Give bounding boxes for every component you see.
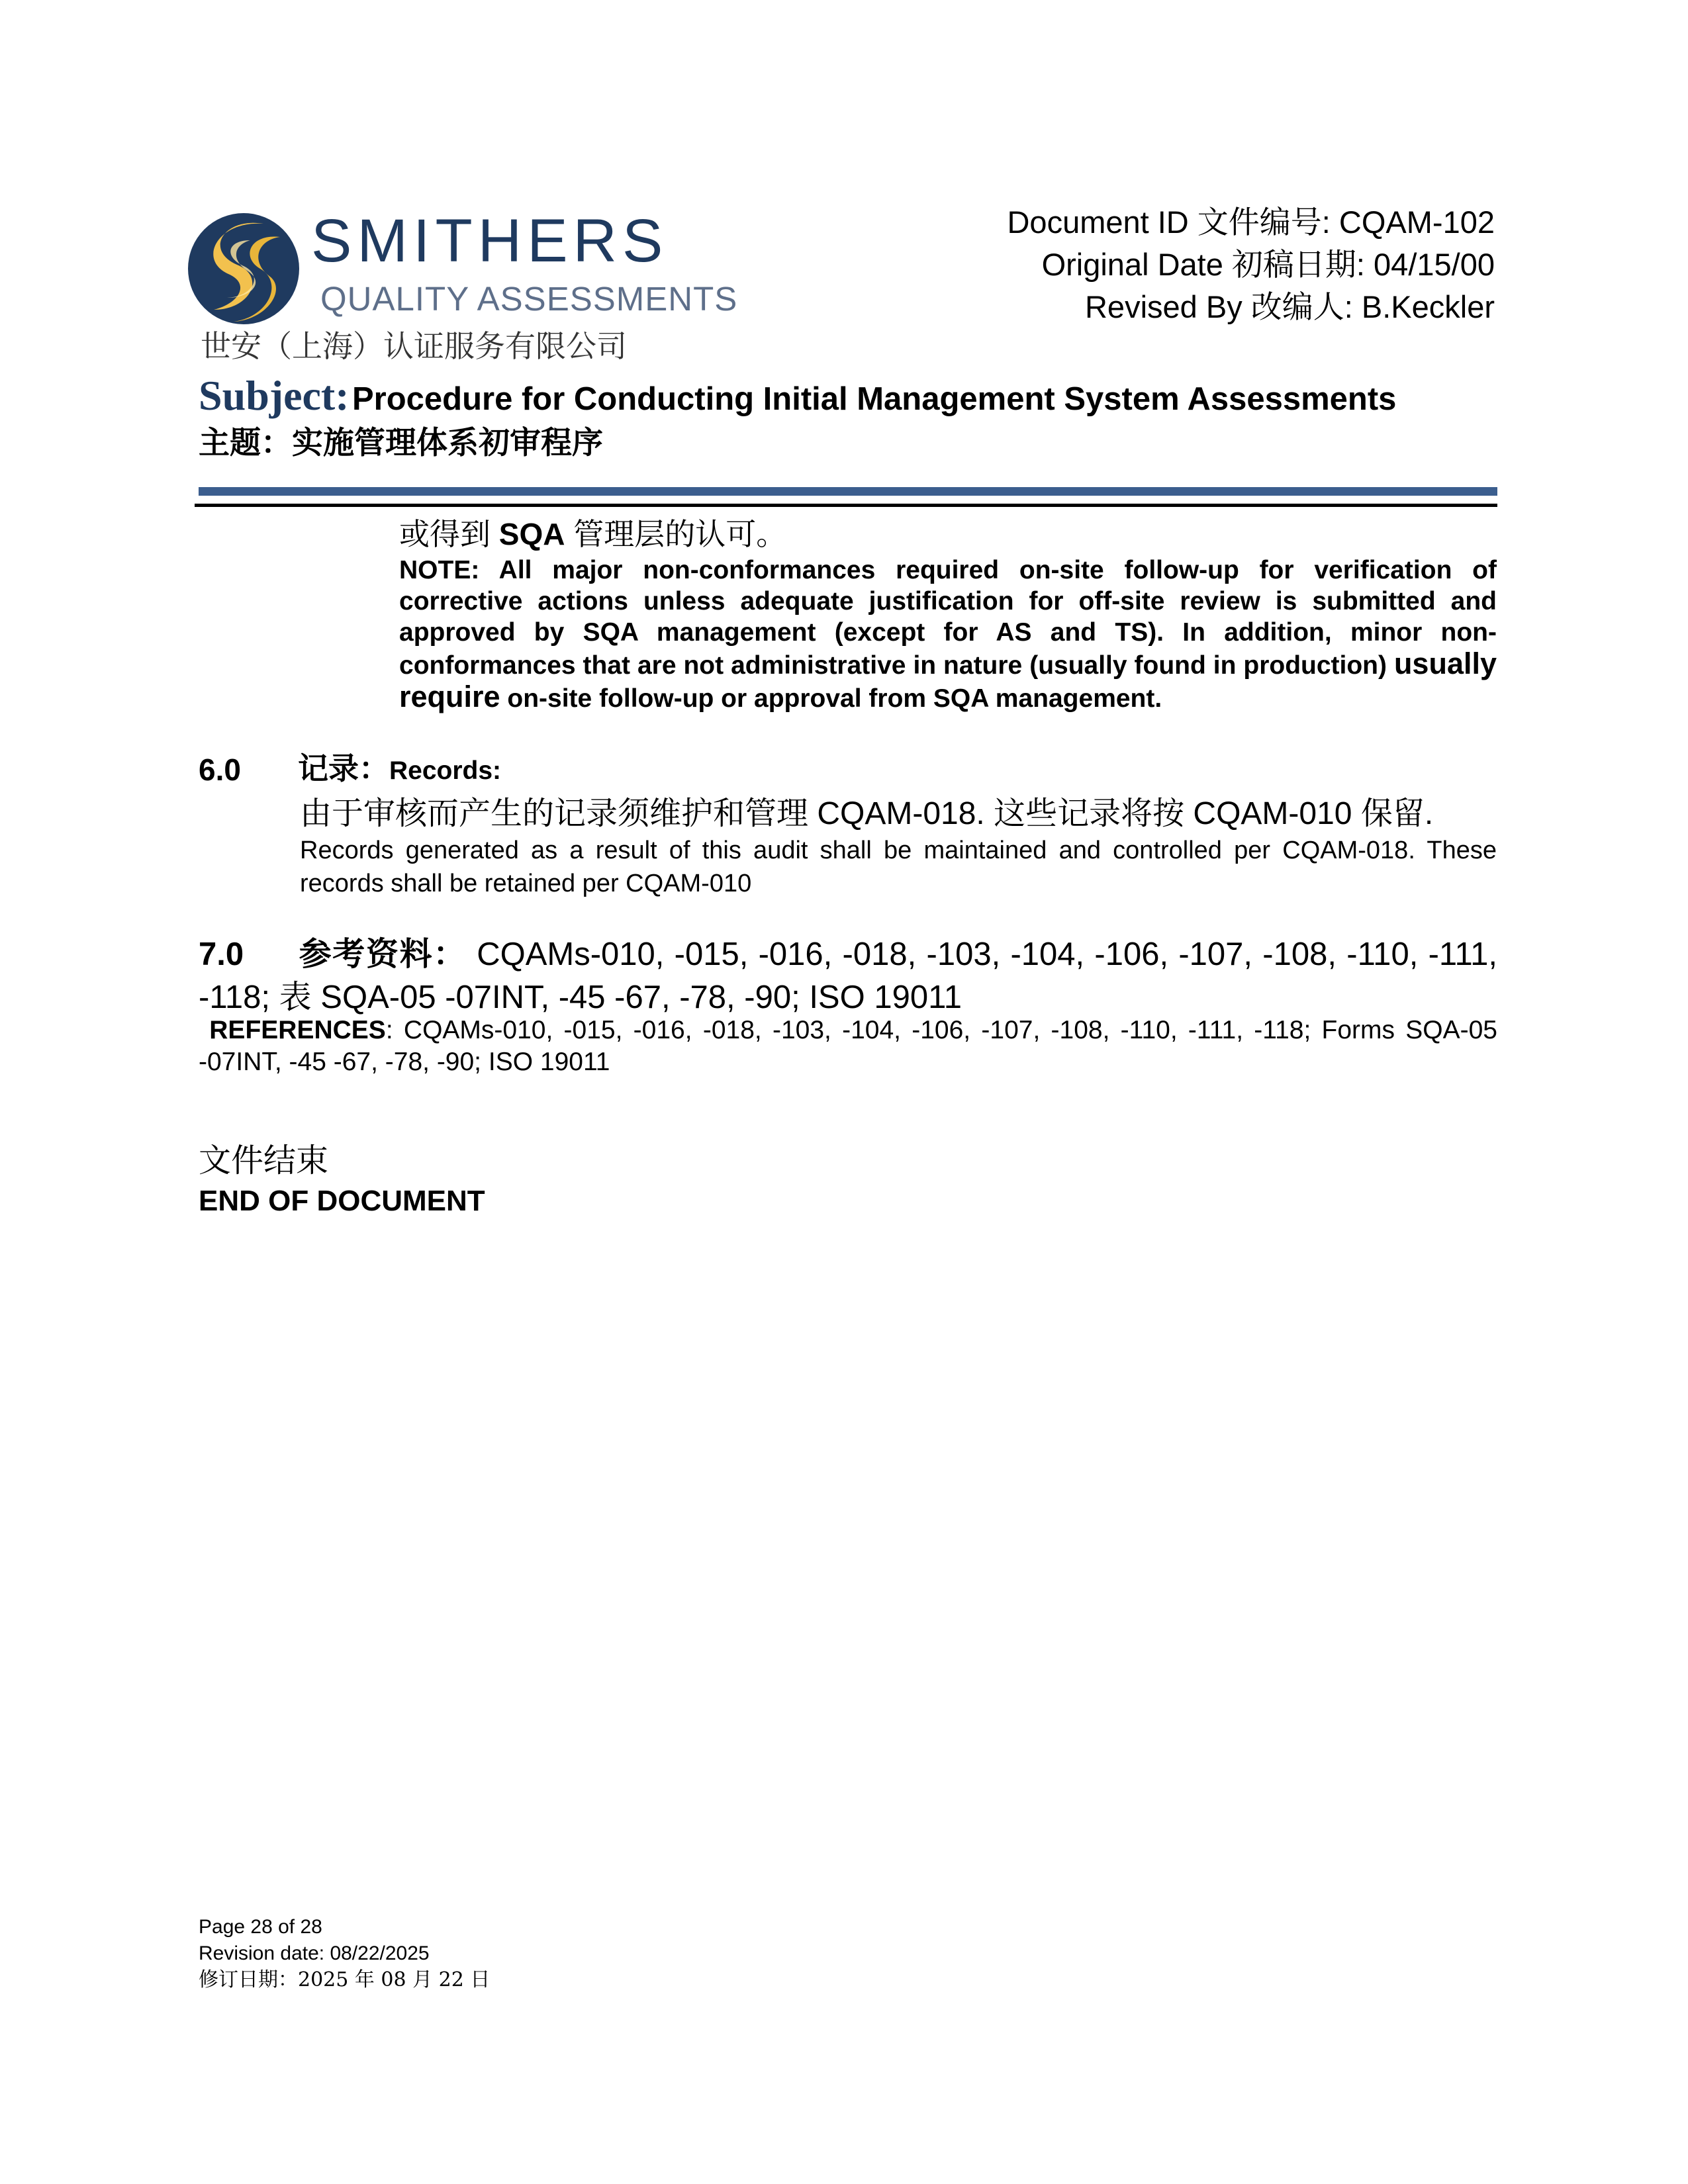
subject-line xyxy=(199,372,1397,419)
continuation-bold: SQA xyxy=(498,517,565,551)
section-7-number: 7.0 xyxy=(199,936,244,972)
subject-title-cn: 主题：实施管理体系初审程序 xyxy=(199,425,603,460)
section-6-text-cn: 由于审核而产生的记录须维护和管理 CQAM-018. 这些记录将按 CQAM-010 保留. xyxy=(300,796,1434,831)
logo-emblem-icon xyxy=(188,213,299,324)
header-divider-black xyxy=(195,504,1497,507)
header-divider-blue xyxy=(199,487,1497,496)
document-id: Document ID 文件编号: CQAM-102 xyxy=(1007,205,1495,240)
section-6-text-en: Records generated as a result of this audit shall be maintained and controlled per CQAM-018. These records shall be retained per CQAM-010 xyxy=(300,837,1497,897)
subject-label: Subject: xyxy=(199,372,350,419)
note-end: on-site follow-up or approval from SQA management. xyxy=(500,684,1162,713)
section-7-title-cn: 参考资料： xyxy=(298,936,467,972)
references-text: : CQAMs-010, -015, -016, -018, -103, -104, -106, -107, -108, -110, -111, -118; Forms SQA-05 -07INT, -45 -67, -78, -90; ISO 19011 xyxy=(199,1016,1497,1076)
logo-tagline: QUALITY ASSESSMENTS xyxy=(320,280,738,318)
continuation-text xyxy=(399,516,786,553)
company-name-cn: 世安（上海）认证服务有限公司 xyxy=(201,328,627,364)
revision-date-cn: 修订日期：2025 年 08 月 22 日 xyxy=(199,1968,491,1991)
original-date: Original Date 初稿日期: 04/15/00 xyxy=(1041,247,1495,282)
section-7-block xyxy=(199,933,1497,1019)
page-number: Page 28 of 28 xyxy=(199,1916,322,1938)
note-main: NOTE: All major non-conformances required on-site follow-up for verification of corrective actions unless adequate justification for off-site review is submitted and approved by SQA management (except for AS and TS). In addition, minor non-conformances that are not administrative in nature (usually found in production) xyxy=(399,556,1497,680)
section-7-text-cn: CQAMs-010, -015, -016, -018, -103, -104, -106, -107, -108, -110, -111, -118; 表 SQA-05 -07INT, -45 -67, -78, -90; ISO 19011 xyxy=(199,936,1497,1015)
section-6-number: 6.0 xyxy=(199,752,241,787)
revised-by: Revised By 改编人: B.Keckler xyxy=(1084,289,1495,324)
end-of-document: END OF DOCUMENT xyxy=(199,1185,485,1217)
references-paragraph xyxy=(199,1015,1497,1078)
note-emphasis: usually require xyxy=(399,647,1497,713)
note-paragraph xyxy=(399,555,1497,714)
section-6-title-cn: 记录： xyxy=(298,751,389,786)
end-of-document-cn: 文件结束 xyxy=(199,1143,329,1179)
subject-title: Procedure for Conducting Initial Management System Assessments xyxy=(352,381,1397,417)
continuation-pre: 或得到 xyxy=(399,517,499,551)
continuation-post: 管理层的认可。 xyxy=(565,517,787,551)
references-label: REFERENCES xyxy=(209,1016,386,1044)
section-6-title-en: Records: xyxy=(389,756,502,785)
revision-date: Revision date: 08/22/2025 xyxy=(199,1942,430,1964)
section-6-title xyxy=(298,753,501,784)
logo-name: SMITHERS xyxy=(311,207,669,275)
